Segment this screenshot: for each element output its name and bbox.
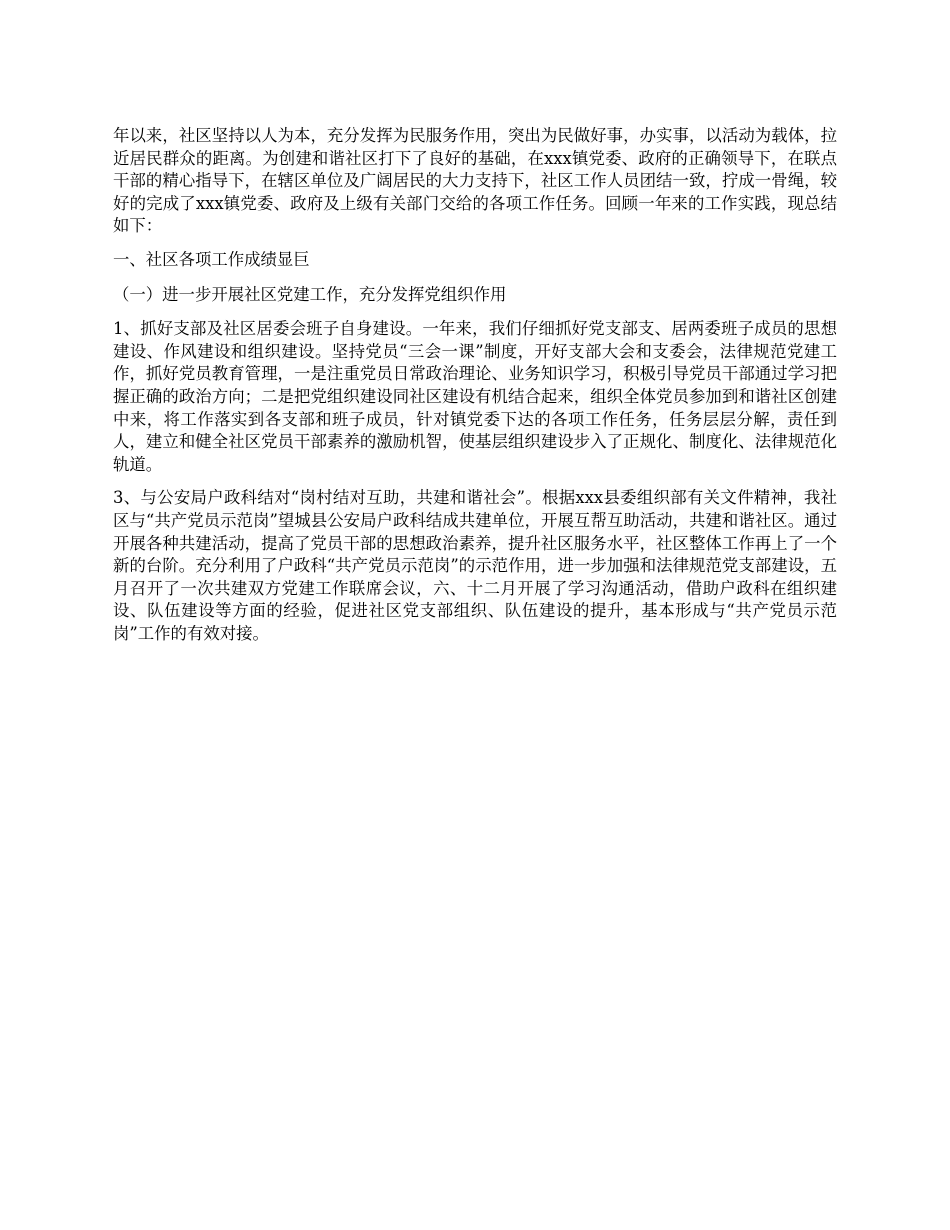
- document-body: [113, 125, 837, 656]
- intro-paragraph: 年以来，社区坚持以人为本，充分发挥为民服务作用，突出为民做好事，办实事，以活动为载体，拉近居民群众的距离。为创建和谐社区打下了良好的基础，在xxx镇党委、政府的正确领导下，在联点干部的精心指导下，在辖区单位及广阔居民的大力支持下，社区工作人员团结一致，拧成一骨绳，较好的完成了xxx镇党委、政府及上级有关部门交给的各项工作任务。回顾一年来的工作实践，现总结如下：: [113, 126, 837, 236]
- subsection-heading: （一）进一步开展社区党建工作，充分发挥党组织作用: [113, 284, 507, 304]
- item-1-paragraph: 1、抓好支部及社区居委会班子自身建设。一年来，我们仔细抓好党支部支、居两委班子成员的思想建设、作风建设和组织建设。坚持党员“三会一课”制度，开好支部大会和支委会，法律规范党建工作，抓好党员教育管理，一是注重党员日常政治理论、业务知识学习，积极引导党员干部通过学习把握正确的政治方向；二是把党组织建设同社区建设有机结合起来，组织全体党员参加到和谐社区创建中来，将工作落实到各支部和班子成员，针对镇党委下达的各项工作任务，任务层层分解，责任到人，建立和健全社区党员干部素养的激励机智，使基层组织建设步入了正规化、制度化、法律规范化轨道。: [113, 319, 837, 474]
- item-3-paragraph: 3、与公安局户政科结对“岗村结对互助，共建和谐社会”。根据xxx县委组织部有关文件精神，我社区与“共产党员示范岗”望城县公安局户政科结成共建单位，开展互帮互助活动，共建和谐社区。通过开展各种共建活动，提高了党员干部的思想政治素养，提升社区服务水平，社区整体工作再上了一个新的台阶。充分利用了户政科“共产党员示范岗”的示范作用，进一步加强和法律规范党支部建设，五月召开了一次共建双方党建工作联席会议，六、十二月开展了学习沟通活动，借助户政科在组织建设、队伍建设等方面的经验，促进社区党支部组织、队伍建设的提升，基本形成与“共产党员示范岗”工作的有效对接。: [113, 488, 837, 643]
- section-heading: 一、社区各项工作成绩显巨: [113, 249, 310, 269]
